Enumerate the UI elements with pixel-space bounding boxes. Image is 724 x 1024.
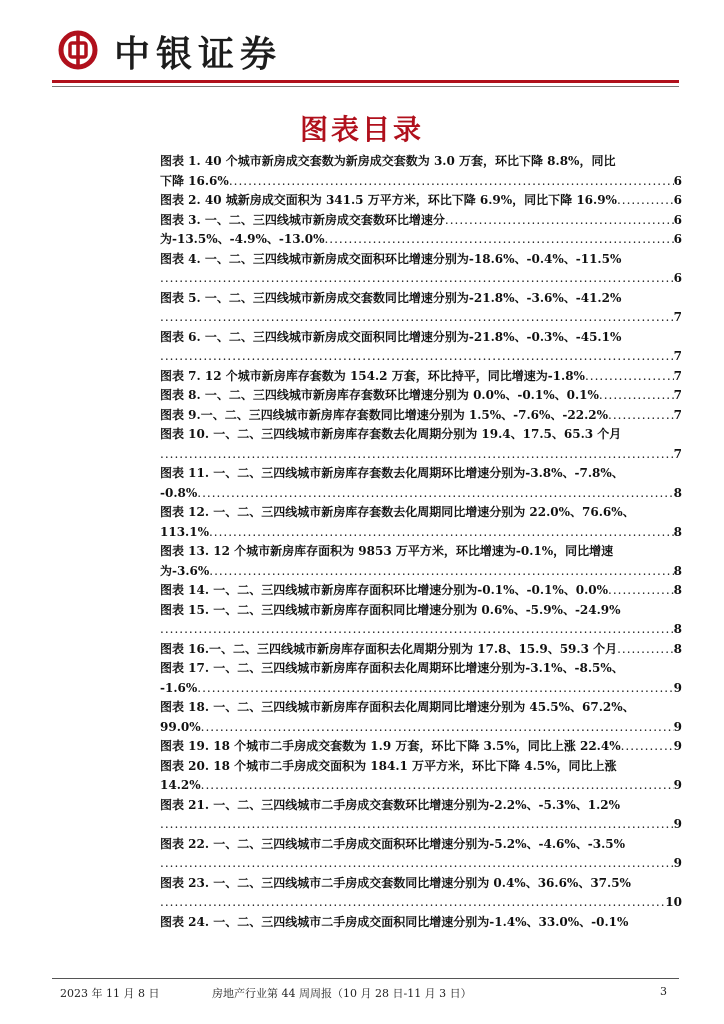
toc-entry-text: 14.2% <box>160 778 201 792</box>
toc-entry-text: 图表 4. 一、二、三四线城市新房成交面积环比增速分别为-18.6%、-0.4%、-11.5% <box>160 251 622 266</box>
footer-divider <box>52 978 679 979</box>
header-divider <box>52 80 679 83</box>
toc-leader-dots <box>160 893 665 913</box>
toc-page-number: 8 <box>673 622 682 636</box>
toc-leader-dots <box>617 640 674 660</box>
toc-page-number: 6 <box>673 212 682 227</box>
toc-entry-text: 图表 24. 一、二、三四线城市二手房成交面积同比增速分别为-1.4%、33.0%、-0.1% <box>160 914 629 929</box>
toc-entry[interactable] <box>160 191 682 211</box>
toc-entry[interactable] <box>160 542 682 581</box>
toc-leader-dots <box>617 191 674 211</box>
toc-leader-dots <box>324 230 673 250</box>
toc-page-number: 8 <box>673 583 682 597</box>
toc-leader-dots <box>160 815 674 835</box>
toc-entry[interactable] <box>160 913 682 933</box>
page-title: 图表目录 <box>299 113 424 146</box>
toc-leader-dots <box>160 308 674 328</box>
toc-page-number: 7 <box>673 388 682 402</box>
toc-leader-dots <box>621 737 674 757</box>
toc-leader-dots <box>445 211 674 231</box>
toc-page-number: 9 <box>673 778 682 792</box>
toc-page-number: 9 <box>673 856 682 870</box>
toc-entry-text: 113.1% <box>160 524 209 539</box>
toc-entry-text: 图表 22. 一、二、三四线城市二手房成交面积环比增速分别为-5.2%、-4.6%、-3.5% <box>160 836 626 851</box>
toc-page-number: 6 <box>673 193 682 207</box>
toc-page-number: 9 <box>673 719 682 734</box>
toc-leader-dots <box>160 854 674 874</box>
toc-entry[interactable] <box>160 796 682 835</box>
toc-leader-dots <box>201 718 674 738</box>
footer-report-title: 房地产行业第 44 周周报（10 月 28 日-11 月 3 日） <box>212 987 472 1000</box>
footer-page-number: 3 <box>660 985 667 998</box>
toc-leader-dots <box>197 484 673 504</box>
toc-entry-text: 图表 20. 18 个城市二手房成交面积为 184.1 万平方米，环比下降 4.5%，同比上涨 <box>160 758 617 773</box>
toc-entry-text: 图表 16.一、二、三四线城市新房库存面积去化周期分别为 17.8、15.9、59.3 个月 <box>160 641 618 656</box>
toc-entry-text: 图表 23. 一、二、三四线城市二手房成交套数同比增速分别为 0.4%、36.6%、37.5% <box>160 875 631 890</box>
toc-entry-text: -1.6% <box>160 680 198 695</box>
toc-entry-text: 下降 16.6% <box>160 173 229 188</box>
page-header <box>0 0 724 90</box>
toc-leader-dots <box>201 776 674 796</box>
toc-entry-text: 图表 13. 12 个城市新房库存面积为 9853 万平方米，环比增速为-0.1%，同比增速 <box>160 544 614 558</box>
toc-entry[interactable] <box>160 757 682 796</box>
toc-entry[interactable] <box>160 211 682 231</box>
toc-entry[interactable] <box>160 835 682 874</box>
toc-page-number: 6 <box>673 173 682 188</box>
toc-entry[interactable] <box>160 737 682 757</box>
footer-date: 2023 年 11 月 8 日 <box>60 987 160 1000</box>
toc-leader-dots <box>160 620 674 640</box>
toc-entry[interactable] <box>160 601 682 640</box>
brand-name: 中银证券 <box>114 34 283 75</box>
toc-entry-text: 图表 18. 一、二、三四线城市新房库存面积去化周期同比增速分别为 45.5%、67.2%、 <box>160 700 635 714</box>
toc-entry-text: 图表 21. 一、二、三四线城市二手房成交套数环比增速分别为-2.2%、-5.3%、1.2% <box>160 797 621 812</box>
toc-entry-text: 图表 14. 一、二、三四线城市新房库存面积环比增速分别为-0.1%、-0.1%、0.0% <box>160 583 609 597</box>
toc-page-number: 6 <box>673 271 682 285</box>
toc-entry[interactable] <box>160 581 682 601</box>
toc-entry-text: 图表 9.一、二、三四线城市新房库存套数同比增速分别为 1.5%、-7.6%、-22.2% <box>160 407 609 422</box>
toc-entry[interactable] <box>160 425 682 464</box>
toc-page-number: 8 <box>673 524 682 539</box>
toc-entry-text: -0.8% <box>160 485 198 500</box>
toc-page-number: 6 <box>673 232 682 246</box>
toc-page-number: 9 <box>673 817 682 831</box>
toc-leader-dots <box>608 581 674 601</box>
toc-entry[interactable] <box>160 152 682 191</box>
toc-page-number: 8 <box>673 485 682 500</box>
header-divider-thin <box>52 86 679 87</box>
toc-entry-text: 图表 8. 一、二、三四线城市新房库存套数环比增速分别为 0.0%、-0.1%、0.1% <box>160 388 599 402</box>
toc-entry[interactable] <box>160 698 682 737</box>
toc-leader-dots <box>608 406 674 426</box>
table-of-figures <box>160 152 682 932</box>
toc-entry[interactable] <box>160 250 682 289</box>
toc-leader-dots <box>160 347 674 367</box>
toc-page-number: 7 <box>673 349 682 363</box>
toc-entry-text: 图表 10. 一、二、三四线城市新房库存套数去化周期分别为 19.4、17.5、65.3 个月 <box>160 427 622 441</box>
toc-leader-dots <box>209 523 674 543</box>
toc-leader-dots <box>585 367 674 387</box>
toc-entry-text: 图表 1. 40 个城市新房成交套数为新房成交套数为 3.0 万套，环比下降 8.8%，同比 <box>160 154 616 168</box>
toc-entry[interactable] <box>160 503 682 542</box>
toc-entry[interactable] <box>160 464 682 503</box>
toc-leader-dots <box>599 386 674 406</box>
toc-entry-text: 为-13.5%、-4.9%、-13.0% <box>160 232 325 246</box>
toc-entry[interactable] <box>160 874 682 913</box>
toc-entry[interactable] <box>160 386 682 406</box>
toc-leader-dots <box>160 445 674 465</box>
toc-page-number: 9 <box>673 739 682 753</box>
toc-entry-text: 图表 7. 12 个城市新房库存套数为 154.2 万套，环比持平，同比增速为-1.8% <box>160 368 585 383</box>
toc-page-number: 7 <box>673 407 682 422</box>
toc-leader-dots <box>209 562 673 582</box>
toc-entry-text: 99.0% <box>160 719 201 734</box>
toc-entry-text: 图表 12. 一、二、三四线城市新房库存套数去化周期同比增速分别为 22.0%、76.6%、 <box>160 505 635 519</box>
toc-entry-text: 图表 17. 一、二、三四线城市新房库存面积去化周期环比增速分别为-3.1%、-8.5%、 <box>160 661 624 675</box>
toc-page-number: 8 <box>673 563 682 578</box>
toc-entry-text: 为-3.6% <box>160 563 210 578</box>
toc-page-number: 8 <box>673 641 682 656</box>
toc-entry-text: 图表 6. 一、二、三四线城市新房成交面积同比增速分别为-21.8%、-0.3%、-45.1% <box>160 329 622 344</box>
toc-entry[interactable] <box>160 367 682 387</box>
toc-entry-text: 图表 19. 18 个城市二手房成交套数为 1.9 万套，环比下降 3.5%，同比上涨 22.4% <box>160 739 621 753</box>
bank-of-china-logo-icon <box>58 30 98 70</box>
toc-entry-text: 图表 2. 40 城新房成交面积为 341.5 万平方米，环比下降 6.9%，同比下降 16.9% <box>160 193 617 207</box>
toc-entry-text: 图表 5. 一、二、三四线城市新房成交套数同比增速分别为-21.8%、-3.6%、-41.2% <box>160 290 622 305</box>
toc-entry-text: 图表 11. 一、二、三四线城市新房库存套数去化周期环比增速分别为-3.8%、-7.8%、 <box>160 466 624 480</box>
toc-page-number: 7 <box>673 446 682 461</box>
toc-page-number: 7 <box>673 368 682 383</box>
toc-entry[interactable] <box>160 328 682 367</box>
toc-leader-dots <box>229 172 674 192</box>
toc-page-number: 7 <box>673 310 682 324</box>
toc-entry[interactable] <box>160 289 682 328</box>
toc-entry[interactable] <box>160 640 682 660</box>
toc-entry[interactable] <box>160 659 682 698</box>
toc-entry-text: 图表 15. 一、二、三四线城市新房库存面积同比增速分别为 0.6%、-5.9%、-24.9% <box>160 602 621 617</box>
toc-page-number: 10 <box>665 895 682 909</box>
toc-entry[interactable] <box>160 406 682 426</box>
toc-leader-dots <box>160 269 674 289</box>
toc-leader-dots <box>197 679 673 699</box>
toc-entry-text: 图表 3. 一、二、三四线城市新房成交套数环比增速分 <box>160 212 445 227</box>
toc-page-number: 9 <box>673 680 682 695</box>
toc-entry[interactable] <box>160 230 682 250</box>
